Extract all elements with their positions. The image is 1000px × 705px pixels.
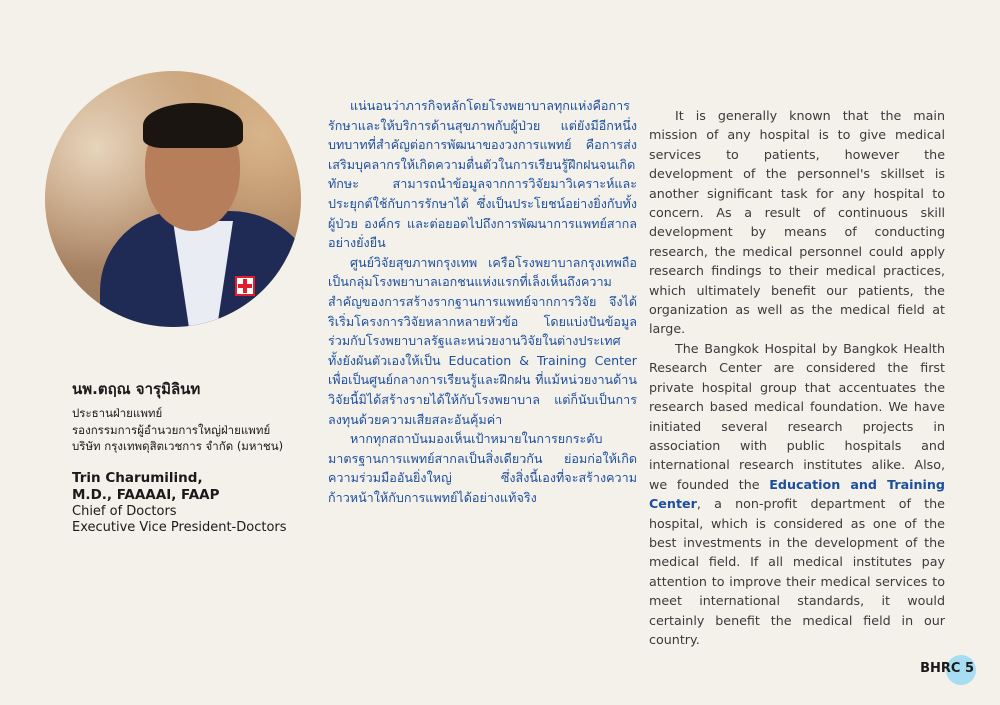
english-paragraph	[649, 339, 945, 650]
thai-paragraph: หากทุกสถาบันมองเห็นเป้าหมายในการยกระดับมาตรฐานการแพทย์สากลเป็นสิ่งเดียวกัน ย่อมก่อให้เกิดความร่วมมืออันยิ่งใหญ่ ซึ่งสิ่งนี้เองที่จะสร้างความก้าวหน้าให้กับการแพทย์ได้อย่างแท้จริง	[328, 431, 637, 505]
english-paragraph: It is generally known that the main mission of any hospital is to give medical services to patients, however the development of the personnel's skillset is another significant task for any hospital to concern. As a result of continuous skill development by means of conducting research, the medical personnel could apply research findings to their medical practices, which ultimately benefit our patients, the organization as well as the medical field at large.	[649, 108, 945, 337]
photo-hair	[143, 103, 243, 148]
thai-paragraph: ศูนย์วิจัยสุขภาพกรุงเทพ เครือโรงพยาบาลกรุงเทพถือเป็นกลุ่มโรงพยาบาลเอกชนแห่งแรกที่เล็งเห็นถึงความสำคัญของการสร้างรากฐานการแพทย์จากการวิจัย จึงได้ริเริ่มโครงการวิจัยหลากหลายหัวข้อ โดยแบ่งปันข้อมูลร่วมกับโรงพยาบาลรัฐและหน่วยงานวิจัยในต่างประเทศ ทั้งยังผันตัวเองให้เป็น Education & Training Center เพื่อเป็นศูนย์กลางการเรียนรู้และฝึกฝน ที่แม้หน่วยงานด้านวิจัยนี้มิได้สร้างรายได้ให้กับโรงพยาบาล แต่ก็นับเป็นการลงทุนด้วยความเสียสละอันคุ้มค่า	[328, 254, 637, 427]
english-name-line1: Trin Charumilind,	[72, 469, 203, 486]
english-paragraph-text: The Bangkok Hospital by Bangkok Health Research Center are considered the first private hospital group that accentuates the research based medical foundation. We have initiated several research projects in association with public hospitals and international research institutes alike. Also, we founded the	[649, 340, 945, 492]
thai-article	[328, 96, 637, 507]
thai-role: ประธานฝ่ายแพทย์	[72, 406, 163, 420]
portrait-photo	[45, 71, 301, 327]
english-paragraph-text: , a non-profit department of the hospital, which is considered as one of the best investments in the development of the medical field. If all medical institutes pay attention to improve their medical services to meet international standards, it would certainly benefit the medical field in our country.	[649, 496, 945, 647]
page-label: BHRC 5	[920, 661, 974, 676]
english-name	[72, 470, 312, 504]
profile-caption	[72, 377, 312, 537]
thai-paragraph: แน่นอนว่าภารกิจหลักโดยโรงพยาบาลทุกแห่งคือการรักษาและให้บริการด้านสุขภาพกับผู้ป่วย แต่ยังมีอีกหนึ่งบทบาทที่สำคัญต่อการพัฒนาของวงการแพทย์ คือการส่งเสริมบุคลากรให้เกิดความตื่นตัวในการเรียนรู้ฝึกฝนจนเกิดทักษะ สามารถนำข้อมูลจากการวิจัยมาวิเคราะห์และประยุกต์ใช้กับการรักษาได้ ซึ่งเป็นประโยชน์อย่างยิ่งกับทั้งผู้ป่วย องค์กร และต่อยอดไปถึงการพัฒนาการแพทย์สากลอย่างยั่งยืน	[328, 98, 637, 251]
english-role: Chief of Doctors	[72, 503, 177, 519]
thai-name: นพ.ตฤณ จารุมิลินท	[72, 380, 201, 398]
thai-role: บริษัท กรุงเทพดุสิตเวชการ จำกัด (มหาชน)	[72, 439, 284, 453]
education-center-highlight: Education and Training Center	[649, 476, 945, 512]
hospital-pin-icon	[235, 276, 255, 296]
english-role: Executive Vice President-Doctors	[72, 520, 287, 535]
thai-role: รองกรรมการผู้อำนวยการใหญ่ฝ่ายแพทย์	[72, 422, 271, 437]
english-name-line2: M.D., FAAAAI, FAAP	[72, 486, 220, 503]
page-footer	[920, 661, 974, 676]
english-article	[649, 106, 945, 649]
